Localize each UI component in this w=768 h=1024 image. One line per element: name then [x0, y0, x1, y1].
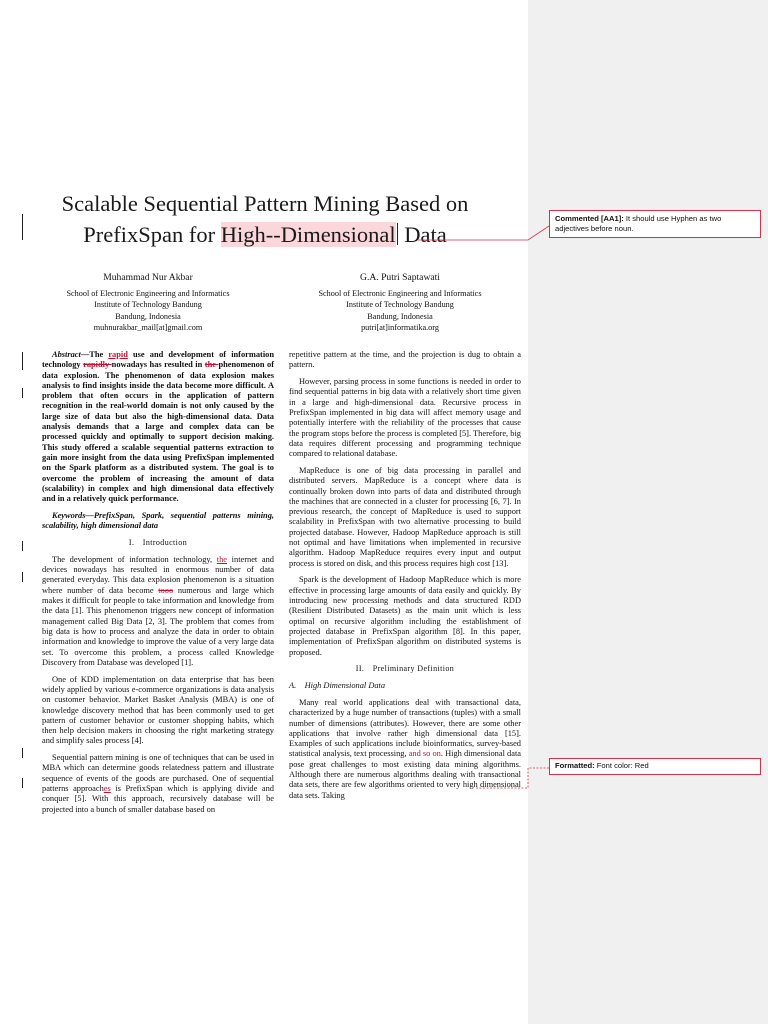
body-paragraph: However, parsing process in some functions is needed in order to find sequential patterns in big data with a relatively short time given in a large and high-dimensional data. Recursive process in PrefixSpan implemented in big data will affect memory usage and potentially interfere with the reliability of the processes that cause the program stops before the process is completed [5]. Therefore, big data requires different processing and programming technique compared to relational database.	[289, 377, 521, 459]
author-institute: Institute of Technology Bandung	[94, 300, 202, 310]
body-paragraph: Sequential pattern mining is one of techniques that can be used in MBA which can determine goods relatedness pattern and illustrate sequence of events of the goods are purchased. One of sequential patterns approaches is PrefixSpan which is applying divide and conquer [5]. With this approach, recursively database will be projected into a bunch of smaller database based on	[42, 753, 274, 814]
inserted-text: rapid	[108, 350, 128, 359]
section-heading-preliminary: II. Preliminary Definition	[355, 664, 455, 674]
deleted-text: tooo	[158, 585, 174, 595]
left-column	[42, 350, 274, 821]
comment-text: It should use Hyphen as two adjectives before noun.	[555, 214, 722, 233]
title-line-2: PrefixSpan for High--Dimensional Data	[83, 222, 447, 247]
right-column	[289, 350, 521, 807]
change-bar	[22, 572, 23, 582]
comment-balloon[interactable]	[549, 210, 761, 238]
section-heading-introduction: I. Introduction	[128, 538, 188, 548]
author-city: Bandung, Indonesia	[367, 311, 433, 321]
deleted-text: rapidly	[83, 360, 112, 370]
paper-title	[40, 188, 490, 250]
formatting-text: Font color: Red	[594, 761, 649, 770]
keywords-paragraph: Keywords—PrefixSpan, Spark, sequential patterns mining, scalability, high dimensional data	[42, 510, 274, 531]
author-institute: Institute of Technology Bandung	[346, 300, 454, 310]
change-bar	[22, 541, 23, 551]
author-city: Bandung, Indonesia	[115, 311, 181, 321]
change-bar	[22, 748, 23, 758]
author-block-1	[28, 270, 268, 334]
author-email: putri[at]informatika.org	[361, 323, 439, 333]
author-email: muhnurakbar_mail[at]gmail.com	[93, 323, 203, 333]
author-name: G.A. Putri Saptawati	[360, 272, 440, 283]
change-bar	[22, 214, 23, 240]
formatting-label: Formatted:	[555, 761, 595, 770]
comment-anchor-marker	[397, 223, 398, 245]
markup-margin-pane	[528, 0, 768, 1024]
inserted-text: es	[103, 784, 111, 794]
author-affiliation: School of Electronic Engineering and Informatics	[318, 289, 482, 298]
commented-text-highlight[interactable]: High--Dimensional	[220, 222, 396, 247]
comment-label: Commented [AA1]:	[555, 214, 624, 223]
change-bar	[22, 388, 23, 398]
inserted-text: the	[216, 554, 228, 564]
body-paragraph: MapReduce is one of big data processing in parallel and distributed servers. MapReduce is a concept where data is continually broken down into parts of data and distributed through the machines that are connected in a cluster for processing [6, 7]. In previous research, the concept of MapReduce is used to support scalability in PrefixSpan with two alternative processing to build projected database. However, Hadoop MapReduce approach is still not optimal and have limitations when implemented in recursive algorithm. Hadoop MapReduce requires every input and output process is stored on disk, and this process requires high cost [13].	[289, 465, 521, 568]
body-paragraph: The development of information technology, the internet and devices nowadays has resulted in enormous number of data generated everyday. This data explosion phenomenon is a situation where number of data become tooo numerous and large which makes it difficult for people to take information and knowledge from the data [1]. This phenomenon triggers new concept of information management called Big Data [2, 3]. The problem that comes from big data is how to process and analyze the data in order to obtain information and knowledge to improve the value of a very large data set. To overcome this problem, a process called Knowledge Discovery from Database was developed [1].	[42, 554, 274, 667]
formatted-red-text[interactable]: and so on	[408, 749, 441, 759]
change-bar	[22, 778, 23, 788]
subsection-heading: A. High Dimensional Data	[289, 681, 386, 691]
author-name: Muhammad Nur Akbar	[103, 272, 193, 283]
body-paragraph: Many real world applications deal with transactional data, characterized by a huge number of transactions (tuples) with a small number of dimensions (attributes). However, there are some other applications that involve rather high dimensional data [15]. Examples of such applications include bioinformatics, survey-based statistical analysis, text processing, and so on. High dimensional data pose great challenges to most existing data mining algorithms. Although there are numerous algorithms dealing with transactional data sets, there are few algorithms oriented to very high dimensional data sets. Taking	[289, 697, 521, 800]
title-line-1: Scalable Sequential Pattern Mining Based on	[61, 191, 469, 216]
change-bar	[22, 352, 23, 370]
body-paragraph: One of KDD implementation on data enterprise that has been widely applied by various e-commerce organizations is data analysis on customer behavior. Market Basket Analysis (MBA) is one of knowledge discovery method that has been commonly used to get pattern of customer behavior or customer shopping habits, which then help decision makers in choosing the right marketing strategy and simplify sales process [4].	[42, 674, 274, 746]
abstract-paragraph: Abstract—The rapid use and development of information technology rapidly nowadays has resulted in the phenomenon of data explosion. The phenomenon of data explosion makes analysis to find insights inside the data become more difficult. A problem that often occurs in the application of pattern recognition in the real-world domain is not only caused by the large size of data but also the high-dimensional data. Data analysis demands that a large and complex data can be processed quickly and optimally to support decision making. This study offered a scalable sequential patterns extraction to gain more insight from the data using PrefixSpan implemented on the Spark platform as a distributed system. The goal is to overcome the problem of increasing the amount of data (scalability) in complex and high dimensional data effectively and in a relatively quick performance.	[42, 350, 274, 504]
body-paragraph: repetitive pattern at the time, and the projection is dug to obtain a pattern.	[289, 350, 521, 370]
deleted-text: the	[204, 360, 219, 370]
author-block-2	[280, 270, 520, 334]
author-affiliation: School of Electronic Engineering and Informatics	[66, 289, 230, 298]
body-paragraph: Spark is the development of Hadoop MapReduce which is more effective in processing large amounts of data easily and quickly. By introducing new processing methods and data structured RDD (Resilient Distributed Datasets) as the main unit which is less optimal on recursive algorithm including the establishment of projected database in PrefixSpan algorithm [8]. In this paper, implementation of PrefixSpan algorithm on distributed systems is proposed.	[289, 575, 521, 657]
formatting-balloon[interactable]	[549, 758, 761, 775]
